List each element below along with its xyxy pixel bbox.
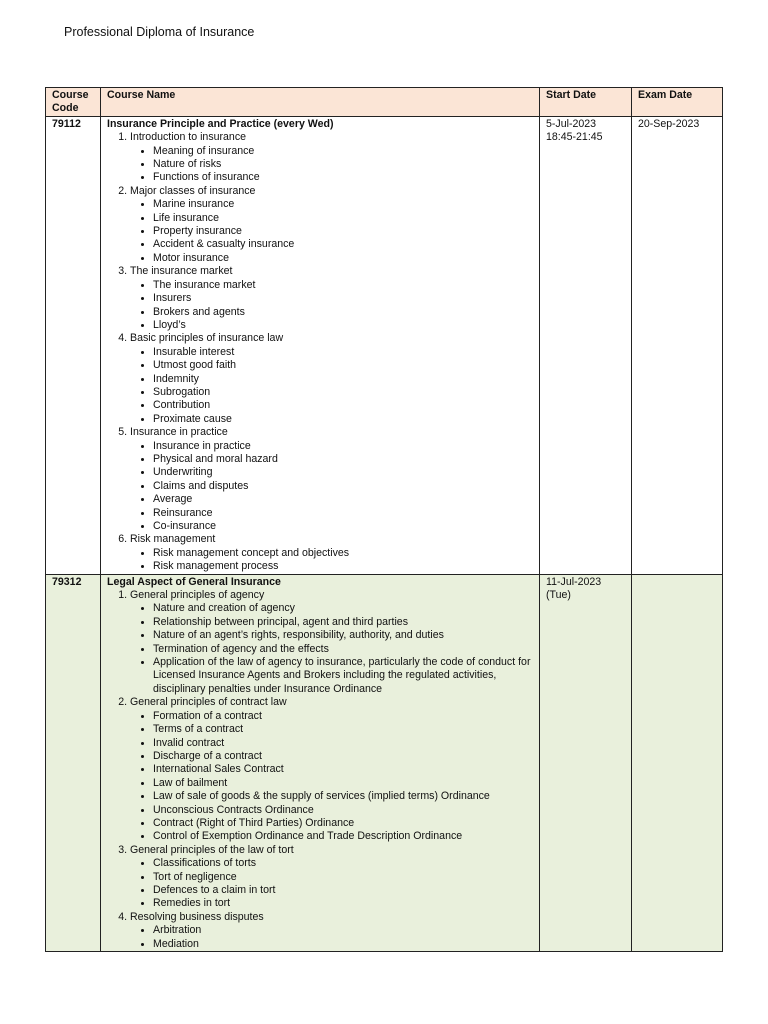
topic-item [130, 265, 533, 332]
course-table [45, 87, 723, 952]
topic-title: Basic principles of insurance law [130, 332, 284, 345]
start-date: 5-Jul-2023 [546, 117, 597, 130]
subtopic-list [130, 857, 533, 911]
subtopic-item: • Indemnity [153, 373, 533, 386]
subtopic-list [130, 440, 533, 534]
subtopic-item: • Nature and creation of agency [153, 602, 533, 615]
start-time: 18:45-21:45 [546, 131, 603, 144]
topic-list [107, 131, 533, 573]
subtopic-item: • Life insurance [153, 212, 533, 225]
topic-item [130, 185, 533, 265]
subtopic-item: • Meaning of insurance [153, 145, 533, 158]
subtopic-item: • Remedies in tort [153, 897, 533, 910]
subtopic-item: • Accident & casualty insurance [153, 238, 533, 251]
subtopic-item: • Average [153, 493, 533, 506]
subtopic-item: • Marine insurance [153, 198, 533, 211]
subtopic-item: • Mediation [153, 938, 533, 951]
topic-item [130, 911, 533, 951]
subtopic-item: • Underwriting [153, 466, 533, 479]
course-name: Legal Aspect of General Insurance [107, 575, 281, 588]
subtopic-item: • Invalid contract [153, 737, 533, 750]
subtopic-item: • Termination of agency and the effects [153, 643, 533, 656]
topic-title: Risk management [130, 533, 216, 546]
topic-item [130, 844, 533, 911]
course-code: 79112 [52, 117, 81, 130]
topic-title: General principles of agency [130, 589, 265, 602]
subtopic-item: • Proximate cause [153, 413, 533, 426]
subtopic-item: • Application of the law of agency to insurance, particularly the code of conduct for Licensed Insurance Agents and Brokers including the regulated activities, disciplinary penalties under Insurance Ordinance [153, 656, 533, 696]
subtopic-item: • Motor insurance [153, 252, 533, 265]
subtopic-item: • Relationship between principal, agent and third parties [153, 616, 533, 629]
subtopic-item: • Property insurance [153, 225, 533, 238]
subtopic-list [130, 346, 533, 426]
subtopic-item: • Formation of a contract [153, 710, 533, 723]
subtopic-item: • Discharge of a contract [153, 750, 533, 763]
topic-title: The insurance market [130, 265, 233, 278]
subtopic-item: • Brokers and agents [153, 306, 533, 319]
subtopic-item: • Classifications of torts [153, 857, 533, 870]
subtopic-list [130, 924, 533, 951]
subtopic-item: • Utmost good faith [153, 359, 533, 372]
topic-item [130, 533, 533, 573]
subtopic-item: • The insurance market [153, 279, 533, 292]
exam-date: 20-Sep-2023 [638, 117, 700, 130]
subtopic-item: • Insurers [153, 292, 533, 305]
subtopic-item: • Risk management process [153, 560, 533, 573]
subtopic-item: • Terms of a contract [153, 723, 533, 736]
subtopic-list [130, 602, 533, 696]
subtopic-list [130, 145, 533, 185]
course-row [46, 574, 723, 951]
header-course-code: Course Code [46, 88, 101, 117]
subtopic-item: • Law of bailment [153, 777, 533, 790]
subtopic-item: • Co-insurance [153, 520, 533, 533]
topic-item [130, 696, 533, 843]
topic-item [130, 332, 533, 426]
subtopic-item: • Insurable interest [153, 346, 533, 359]
start-date: 11-Jul-2023 [546, 575, 602, 588]
topic-title: Introduction to insurance [130, 131, 247, 144]
course-code: 79312 [52, 575, 82, 588]
topic-title: General principles of contract law [130, 696, 287, 709]
subtopic-item: • Control of Exemption Ordinance and Trade Description Ordinance [153, 830, 533, 843]
header-exam-date: Exam Date [632, 88, 723, 117]
topic-list [107, 589, 533, 951]
course-row [46, 116, 723, 574]
subtopic-item: • Risk management concept and objectives [153, 547, 533, 560]
subtopic-item: • Law of sale of goods & the supply of services (implied terms) Ordinance [153, 790, 533, 803]
subtopic-item: • International Sales Contract [153, 763, 533, 776]
subtopic-item: • Reinsurance [153, 507, 533, 520]
subtopic-item: • Arbitration [153, 924, 533, 937]
subtopic-item: • Lloyd’s [153, 319, 533, 332]
subtopic-item: • Contract (Right of Third Parties) Ordinance [153, 817, 533, 830]
subtopic-item: • Tort of negligence [153, 871, 533, 884]
document-title: Professional Diploma of Insurance [64, 25, 255, 39]
subtopic-item: • Unconscious Contracts Ordinance [153, 804, 533, 817]
subtopic-item: • Claims and disputes [153, 480, 533, 493]
subtopic-item: • Contribution [153, 399, 533, 412]
header-start-date: Start Date [540, 88, 632, 117]
subtopic-item: • Functions of insurance [153, 171, 533, 184]
topic-title: Insurance in practice [130, 426, 228, 439]
subtopic-item: • Subrogation [153, 386, 533, 399]
header-course-name: Course Name [101, 88, 540, 117]
table-header-row [46, 88, 723, 117]
subtopic-list [130, 547, 533, 574]
topic-title: Resolving business disputes [130, 910, 264, 923]
topic-item [130, 589, 533, 696]
subtopic-list [130, 198, 533, 265]
subtopic-item: • Defences to a claim in tort [153, 884, 533, 897]
subtopic-item: • Nature of an agent’s rights, responsibility, authority, and duties [153, 629, 533, 642]
course-name: Insurance Principle and Practice (every Wed) [107, 117, 334, 130]
subtopic-list [130, 279, 533, 333]
subtopic-list [130, 710, 533, 844]
topic-item [130, 131, 533, 185]
topic-title: General principles of the law of tort [130, 843, 294, 856]
topic-item [130, 426, 533, 533]
subtopic-item: • Physical and moral hazard [153, 453, 533, 466]
start-time: (Tue) [546, 589, 571, 602]
topic-title: Major classes of insurance [130, 184, 256, 197]
subtopic-item: • Nature of risks [153, 158, 533, 171]
subtopic-item: • Insurance in practice [153, 440, 533, 453]
